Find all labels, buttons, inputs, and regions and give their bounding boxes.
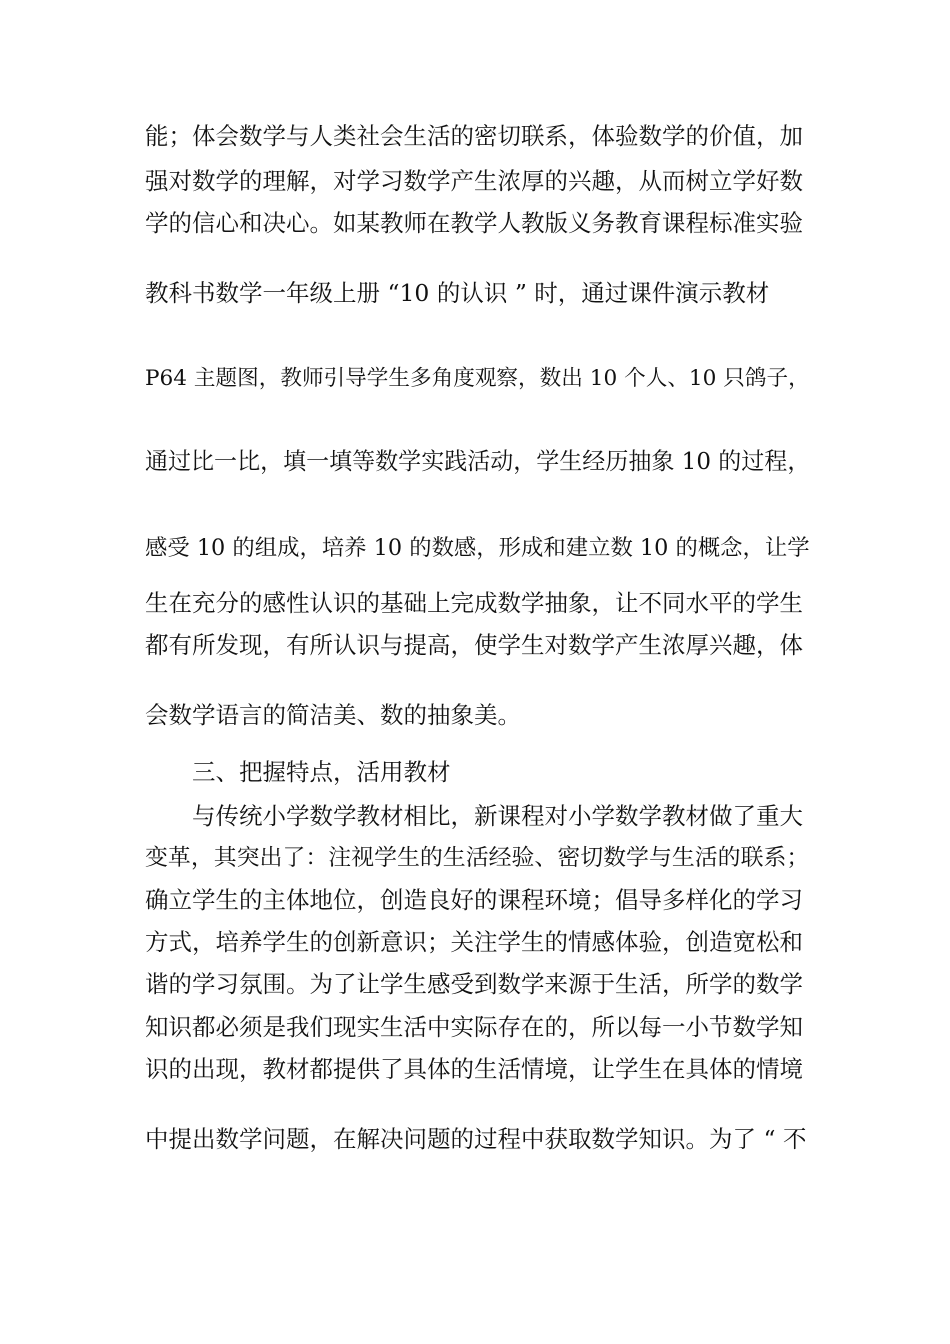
- paragraph-line-3: 学的信心和决心。如某教师在教学人教版义务教育课程标准实验: [145, 209, 803, 237]
- paragraph-line-15: 谐的学习氛围。为了让学生感受到数学来源于生活，所学的数学: [145, 970, 803, 998]
- paragraph-line-11: 与传统小学数学教材相比，新课程对小学数学教材做了重大: [192, 802, 803, 830]
- paragraph-line-14: 方式，培养学生的创新意识；关注学生的情感体验，创造宽松和: [145, 928, 803, 956]
- paragraph-line-5: P64 主题图，教师引导学生多角度观察，数出 10 个人、10 只鸽子，: [145, 366, 810, 391]
- paragraph-line-1: 能；体会数学与人类社会生活的密切联系，体验数学的价值，加: [145, 122, 803, 150]
- paragraph-line-2: 强对数学的理解，对学习数学产生浓厚的兴趣，从而树立学好数: [145, 167, 803, 195]
- paragraph-line-12: 变革，其突出了：注视学生的生活经验、密切数学与生活的联系；: [145, 845, 810, 871]
- paragraph-line-13: 确立学生的主体地位，创造良好的课程环境；倡导多样化的学习: [145, 886, 803, 914]
- paragraph-line-7: 感受 10 的组成，培养 10 的数感，形成和建立数 10 的概念，让学: [145, 535, 810, 561]
- paragraph-line-10: 会数学语言的简洁美、数的抽象美。: [145, 701, 521, 729]
- paragraph-line-17: 识的出现，教材都提供了具体的生活情境，让学生在具体的情境: [145, 1055, 803, 1083]
- paragraph-line-18: 中提出数学问题，在解决问题的过程中获取数学知识。为了 “ 不: [145, 1125, 807, 1153]
- paragraph-line-16: 知识都必须是我们现实生活中实际存在的，所以每一小节数学知: [145, 1013, 803, 1041]
- section-heading: 三、把握特点，活用教材: [192, 758, 451, 786]
- paragraph-line-6: 通过比一比，填一填等数学实践活动，学生经历抽象 10 的过程，: [145, 449, 811, 475]
- paragraph-line-8: 生在充分的感性认识的基础上完成数学抽象，让不同水平的学生: [145, 589, 803, 617]
- paragraph-line-4: 教科书数学一年级上册 “10 的认识 ” 时，通过课件演示教材: [145, 279, 770, 307]
- paragraph-line-9: 都有所发现，有所认识与提高，使学生对数学产生浓厚兴趣，体: [145, 631, 803, 659]
